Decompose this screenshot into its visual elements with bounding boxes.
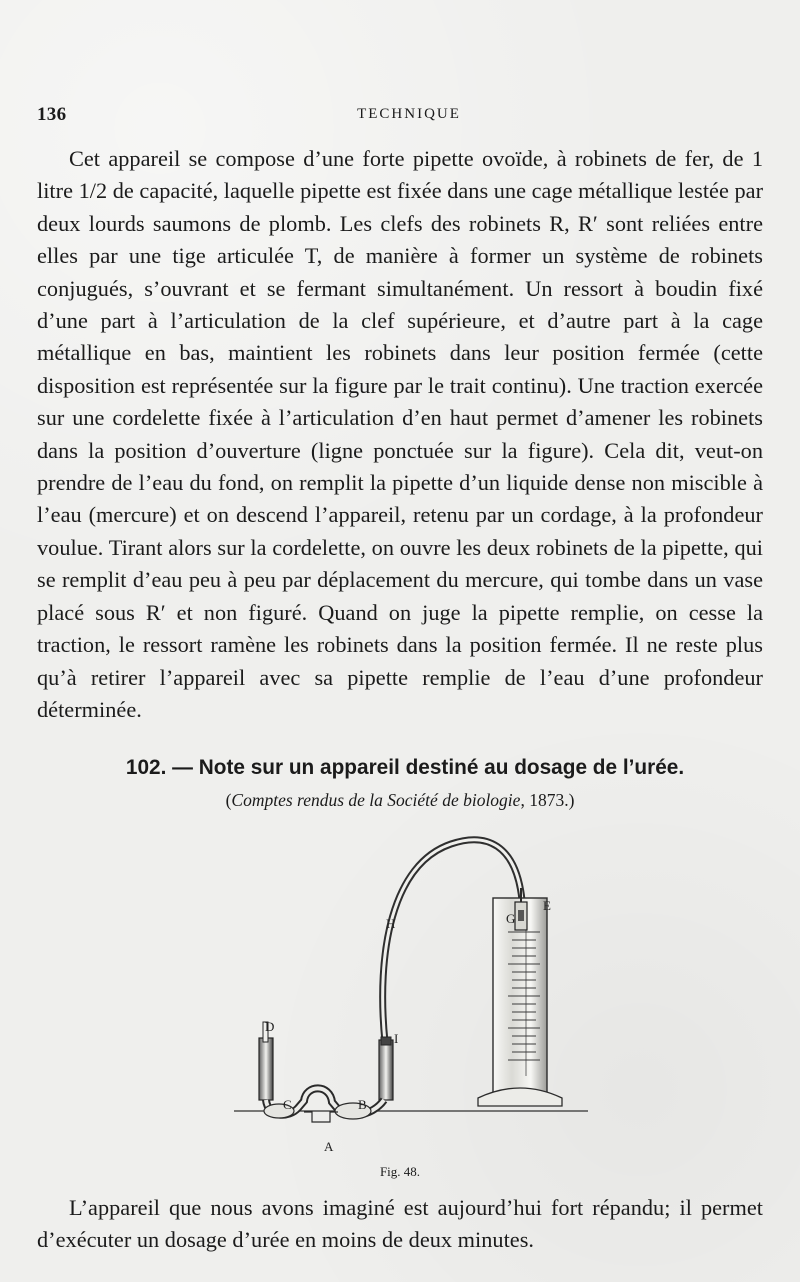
page-header	[37, 104, 773, 128]
label-D: D	[265, 1019, 275, 1034]
right-upright-tube-I	[379, 1037, 393, 1100]
label-A: A	[324, 1139, 334, 1154]
label-G: G	[506, 911, 516, 926]
label-E: E	[543, 898, 551, 913]
page-number: 136	[37, 104, 67, 125]
figure-48	[226, 826, 588, 1168]
running-head: TECHNIQUE	[357, 106, 461, 122]
body-paragraph-2: L’appareil que nous avons imaginé est aujourd’hui fort répandu; il permet d’exécuter un dosage d’urée en moins de deux minutes.	[37, 1195, 763, 1253]
body-paragraph-1: Cet appareil se compose d’une forte pipette ovoïde, à robinets de fer, de 1 litre 1/2 de capacité, laquelle pipette est fixée dans une cage métallique lestée par deux lourds saumons de plomb. Les clefs des robinets R, R′ sont reliées entre elles par une tige articulée T, de manière à former un système de robinets conjugués, s’ouvrant et se fermant simultanément. Un ressort à boudin fixé d’une part à l’articulation de la clef supérieure, et d’autre part à la cage métallique en bas, maintient les robinets dans leur position fermée (cette disposition est représentée sur la figure par le trait continu). Une traction exercée sur une cordelette fixée à l’articulation d’en haut permet d’amener les robinets dans la position d’ouverture (ligne ponctuée sur la figure). Cela dit, veut-on prendre de l’eau du fond, on remplit la pipette d’un liquide dense non miscible à l’eau (mercure) et on descend l’appareil, retenu par un cordage, à la profondeur voulue. Tirant alors sur la cordelette, on ouvre les deux robinets de la pipette, qui se remplit d’eau peu à peu par déplacement du mercure, qui tombe dans un vase placé sous R′ et non figuré. Quand on juge la pipette remplie, on cesse la traction, le ressort ramène les robinets dans la position fermée. Il ne reste plus qu’à retirer l’appareil avec sa pipette remplie de l’eau d’une profondeur déterminée.	[37, 146, 764, 722]
subtitle-year: , 1873.)	[520, 790, 575, 810]
inner-tube-G	[515, 888, 527, 930]
section-title: 102. — Note sur un appareil destiné au dosage de l’urée.	[125, 756, 685, 779]
section-subtitle	[37, 788, 763, 812]
urea-apparatus-illustration	[226, 826, 588, 1168]
label-B: B	[358, 1097, 367, 1112]
figure-caption: Fig. 48.	[379, 1164, 421, 1179]
subtitle-open-paren: (	[225, 790, 232, 810]
label-H: H	[386, 916, 396, 931]
subtitle-journal: Comptes rendus de la Société de biologie	[231, 790, 521, 810]
label-C: C	[283, 1097, 292, 1112]
label-I: I	[394, 1031, 399, 1046]
